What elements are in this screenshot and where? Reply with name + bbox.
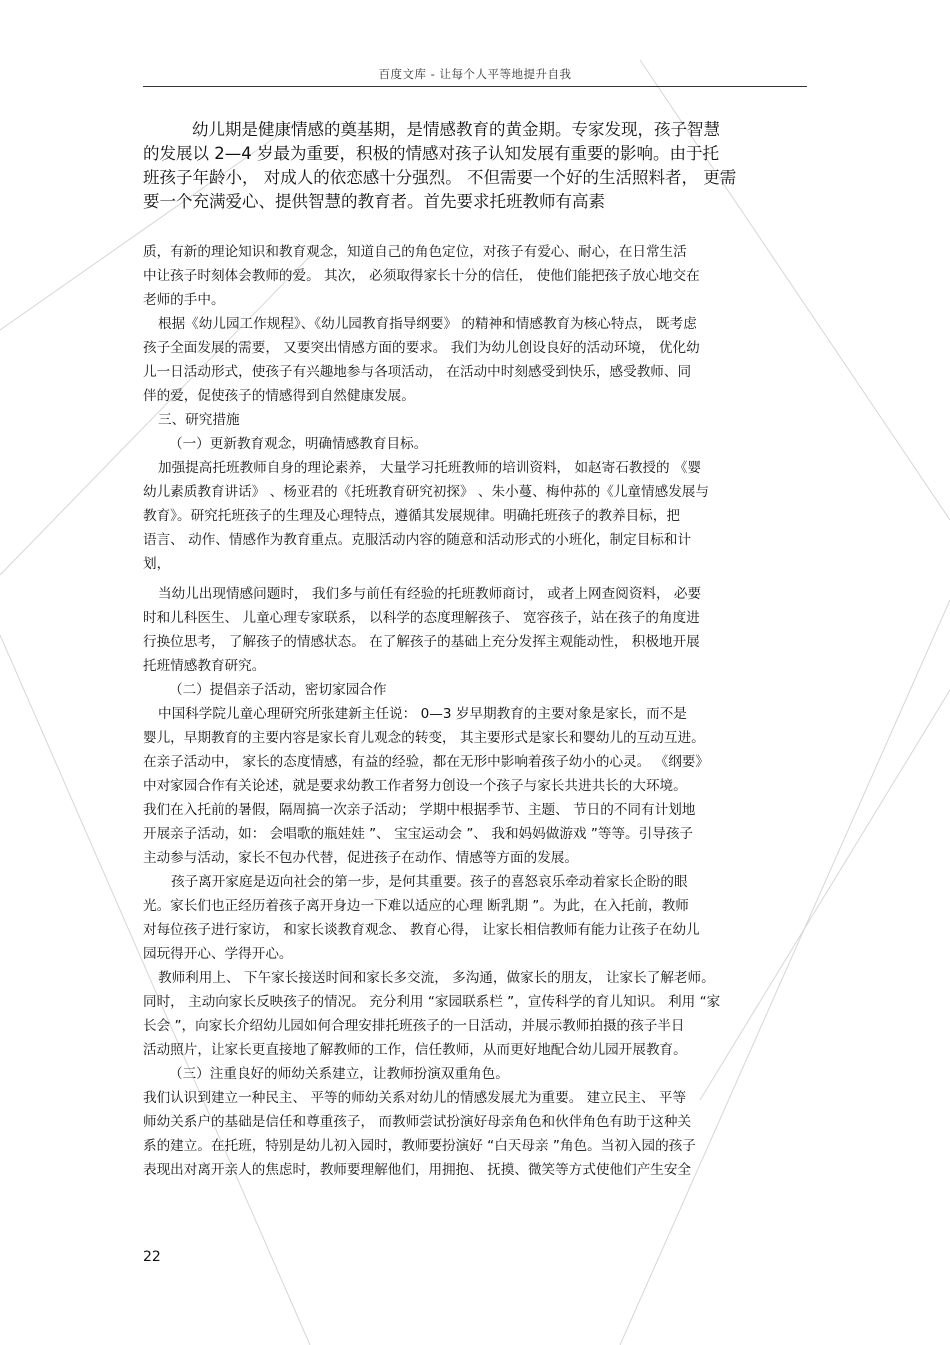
text-line: 托班情感教育研究。 <box>143 658 266 674</box>
text-line: 开展亲子活动，如： 会唱歌的瓶娃娃 ”、 宝宝运动会 ”、 我和妈妈做游戏 ”等等。引导孩子 <box>143 826 694 842</box>
text-line: 加强提高托班教师自身的理论素养， 大量学习托班教师的培训资料， 如赵寄石教授的 《婴 <box>158 460 702 476</box>
text-line: 老师的手中。 <box>143 292 225 308</box>
text-line: 对每位孩子进行家访， 和家长谈教育观念、 教育心得， 让家长相信教师有能力让孩子在幼儿 <box>143 922 700 938</box>
text-line: 主动参与活动，家长不包办代替，促进孩子在动作、情感等方面的发展。 <box>143 850 578 866</box>
text-line: 孩子离开家庭是迈向社会的第一步，是何其重要。孩子的喜怒哀乐牵动着家长企盼的眼 <box>171 874 688 890</box>
text-line: 同时， 主动向家长反映孩子的情况。 充分利用 “家园联系栏 ”，宣传科学的育儿知识。 利用 “家 <box>143 994 721 1010</box>
text-line: 幼儿期是健康情感的奠基期，是情感教育的黄金期。专家发现，孩子智慧 <box>192 120 720 139</box>
subsection-heading: （一）更新教育观念，明确情感教育目标。 <box>169 436 428 452</box>
text-line: 中对家园合作有关论述，就是要求幼教工作者努力创设一个孩子与家长共进共长的大环境。 <box>143 778 687 794</box>
text-line: 我们在入托前的暑假，隔周搞一次亲子活动； 学期中根据季节、主题、 节日的不同有计划地 <box>143 802 696 818</box>
text-line: 行换位思考， 了解孩子的情感状态。 在了解孩子的基础上充分发挥主观能动性， 积极地开展 <box>143 634 700 650</box>
text-line: 质，有新的理论知识和教育观念，知道自己的角色定位，对孩子有爱心、耐心，在日常生活 <box>143 244 687 260</box>
section-heading: 三、研究措施 <box>158 412 240 428</box>
text-line: 儿一日活动形式，使孩子有兴趣地参与各项活动， 在活动中时刻感受到快乐，感受教师、同 <box>143 364 692 380</box>
text-line: 在亲子活动中， 家长的态度情感，有益的经验，都在无形中影响着孩子幼小的心灵。 《纲要》 <box>143 754 709 770</box>
text-line: 时和儿科医生、 儿童心理专家联系， 以科学的态度理解孩子、 宽容孩子，站在孩子的角度进 <box>143 610 700 626</box>
text-line: 要一个充满爱心、提供智慧的教育者。首先要求托班教师有高素 <box>143 192 605 211</box>
text-line: 划， <box>143 556 171 572</box>
text-line: 教师利用上、 下午家长接送时间和家长多交流， 多沟通，做家长的朋友， 让家长了解老师。 <box>158 970 715 986</box>
text-line: 中让孩子时刻体会教师的爱。 其次， 必须取得家长十分的信任， 使他们能把孩子放心地交在 <box>143 268 700 284</box>
text-line: 表现出对离开亲人的焦虑时，教师要理解他们，用拥抱、 抚摸、微笑等方式使他们产生安全 <box>143 1162 692 1178</box>
text-line: 活动照片，让家长更直接地了解教师的工作，信任教师，从而更好地配合幼儿园开展教育。 <box>143 1042 687 1058</box>
text-line: 孩子全面发展的需要， 又要突出情感方面的要求。 我们为幼儿创设良好的活动环境， 优化幼 <box>143 340 700 356</box>
subsection-heading: （二）提倡亲子活动，密切家园合作 <box>169 682 387 698</box>
text-line: 长会 ”，向家长介绍幼儿园如何合理安排托班孩子的一日活动，并展示教师拍摄的孩子半日 <box>143 1018 685 1034</box>
text-line: 系的建立。在托班，特别是幼儿初入园时，教师要扮演好 “白天母亲 ”角色。当初入园的孩子 <box>143 1138 696 1154</box>
text-line: 伴的爱，促使孩子的情感得到自然健康发展。 <box>143 388 415 404</box>
text-line: 婴儿，早期教育的主要内容是家长育儿观念的转变， 其主要形式是家长和婴幼儿的互动互进。 <box>143 730 705 746</box>
text-line: 当幼儿出现情感问题时， 我们多与前任有经验的托班教师商讨， 或者上网查阅资料， 必要 <box>158 586 702 602</box>
text-line: 的发展以 2—4 岁最为重要，积极的情感对孩子认知发展有重要的影响。由于托 <box>143 144 719 163</box>
document-body <box>143 240 807 1182</box>
page-number: 22 <box>143 1249 161 1265</box>
text-line: 幼儿素质教育讲话》 、杨亚君的《托班教育研究初探》 、朱小蔓、梅仲荪的《儿童情感发展与 <box>143 484 709 500</box>
page-header: 百度文库 - 让每个人平等地提升自我 <box>143 66 807 87</box>
text-line: 园玩得开心、学得开心。 <box>143 946 293 962</box>
text-line: 师幼关系户的基础是信任和尊重孩子， 而教师尝试扮演好母亲角色和伙伴角色有助于这种关 <box>143 1114 692 1130</box>
text-line: 班孩子年龄小， 对成人的依恋感十分强烈。 不但需要一个好的生活照料者， 更需 <box>143 168 737 187</box>
text-line: 光。家长们也正经历着孩子离开身边一下难以适应的心理 断乳期 ”。为此，在入托前，教师 <box>143 898 689 914</box>
text-line: 根据《幼儿园工作规程》、《幼儿园教育指导纲要》 的精神和情感教育为核心特点， 既考虑 <box>158 316 697 332</box>
text-line: 中国科学院儿童心理研究所张建新主任说： 0—3 岁早期教育的主要对象是家长，而不是 <box>158 706 687 722</box>
text-line: 语言、 动作、情感作为教育重点。克服活动内容的随意和活动形式的小班化，制定目标和计 <box>143 532 692 548</box>
text-line: 我们认识到建立一种民主、 平等的师幼关系对幼儿的情感发展尤为重要。 建立民主、 平等 <box>143 1090 687 1106</box>
subsection-heading: （三）注重良好的师幼关系建立，让教师扮演双重角色。 <box>169 1066 509 1082</box>
text-line: 教育》。研究托班孩子的生理及心理特点，遵循其发展规律。明确托班孩子的教养目标，把 <box>143 508 680 524</box>
intro-paragraph <box>143 118 807 214</box>
